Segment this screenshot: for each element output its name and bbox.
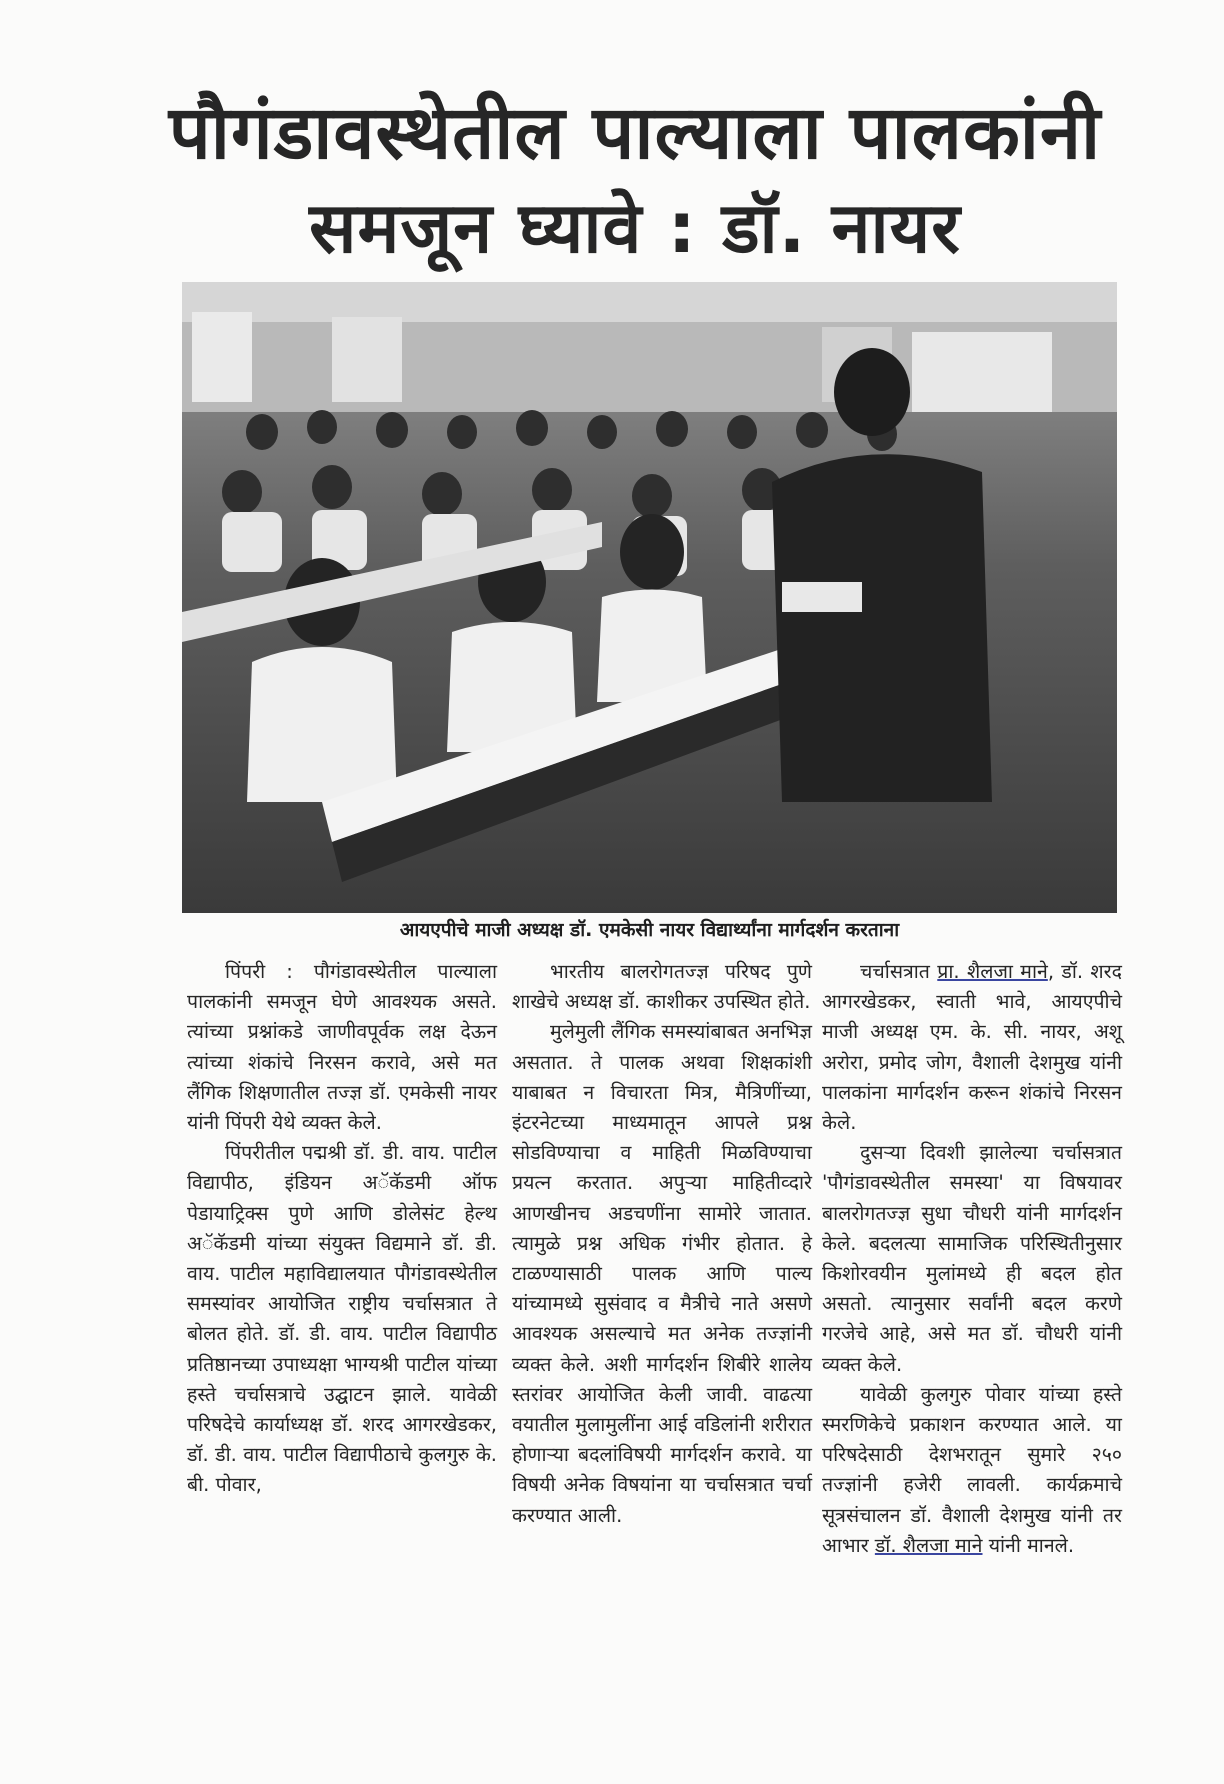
article-paragraph: [822, 957, 1122, 1138]
article-column-3: [822, 957, 1122, 1561]
news-photo: [182, 282, 1117, 913]
article-column-1: [187, 957, 497, 1501]
text-segment: , डॉ. शरद आगरखेडकर, स्वाती भावे, आयएपीचे माजी अध्यक्ष एम. के. सी. नायर, अशू अरोरा, प्रमोद जोग, वैशाली देशमुख यांनी पालकांना मार्गदर्शन करून शंकांचे निरसन केले.: [822, 960, 1122, 1135]
photo-caption: आयएपीचे माजी अध्यक्ष डॉ. एमकेसी नायर विद्यार्थ्यांना मार्गदर्शन करताना: [399, 919, 900, 941]
article-paragraph: दुसऱ्या दिवशी झालेल्या चर्चासत्रात 'पौगंडावस्थेतील समस्या' या विषयावर बालरोगतज्ज्ञ सुधा चौधरी यांनी मार्गदर्शन केले. बदलत्या सामाजिक परिस्थितीनुसार किशोरवयीन मुलांमध्ये ही बदल होत असतो. त्यानुसार सर्वांनी बदल करणे गरजेचे आहे, असे मत डॉ. चौधरी यांनी व्यक्त केले.: [822, 1141, 1122, 1376]
article-paragraph: पिंपरी : पौगंडावस्थेतील पाल्याला पालकांनी समजून घेणे आवश्यक असते. त्यांच्या प्रश्नांकडे जाणीवपूर्वक लक्ष देऊन त्यांच्या शंकांचे निरसन करावे, असे मत लैंगिक शिक्षणातील तज्ज्ञ डॉ. एमकेसी नायर यांनी पिंपरी येथे व्यक्त केले.: [187, 960, 497, 1135]
article-paragraph: मुलेमुली लैंगिक समस्यांबाबत अनभिज्ञ असतात. ते पालक अथवा शिक्षकांशी याबाबत न विचारता मित्र, मैत्रिणींच्या, इंटरनेटच्या माध्यमातून आपले प्रश्न सोडविण्याचा व माहिती मिळविण्याचा प्रयत्न करतात. अपुऱ्या माहितीव्दारे आणखीनच अडचणींना सामोरे जातात. त्यामुळे प्रश्न अधिक गंभीर होतात. हे टाळण्यासाठी पालक आणि पाल्य यांच्यामध्ये सुसंवाद व मैत्रीचे नाते असणे आवश्यक असल्याचे मत अनेक तज्ज्ञांनी व्यक्त केले. अशी मार्गदर्शन शिबीरे शालेय स्तरांवर आयोजित केली जावी. वाढत्या वयातील मुलामुलींना आई वडिलांनी शरीरात होणाऱ्या बदलांविषयी मार्गदर्शन करावे. या विषयी अनेक विषयांना या चर्चासत्रात चर्चा करण्यात आली.: [512, 1020, 812, 1527]
headline-line-2: समजून घ्यावे : डॉ. नायर: [309, 187, 961, 269]
text-segment: यावेळी कुलगुरु पोवार यांच्या हस्ते स्मरणिकेचे प्रकाशन करण्यात आले. या परिषदेसाठी देशभरातून सुमारे २५० तज्ज्ञांनी हजेरी लावली. कार्यक्रमाचे सूत्रसंचालन डॉ. वैशाली देशमुख यांनी तर आभार: [822, 1382, 1122, 1557]
article-paragraph: [822, 1380, 1122, 1561]
text-segment: चर्चासत्रात: [860, 960, 938, 983]
article-paragraph: भारतीय बालरोगतज्ज्ञ परिषद पुणे शाखेचे अध्यक्ष डॉ. काशीकर उपस्थित होते.: [512, 960, 812, 1014]
headline-line-1: पौगंडावस्थेतील पाल्याला पालकांनी: [168, 90, 1102, 176]
underlined-name: प्रा. शैलजा माने: [937, 960, 1048, 983]
classroom-photo-illustration: [182, 282, 1117, 913]
article-column-2: [512, 957, 812, 1531]
text-segment: यांनी मानले.: [982, 1533, 1075, 1557]
underlined-name: डॉ. शैलजा माने: [874, 1533, 983, 1557]
article-paragraph: पिंपरीतील पद्मश्री डॉ. डी. वाय. पाटील विद्यापीठ, इंडियन अॅकॅडमी ऑफ पेडायाट्रिक्स पुणे आणि डोलेसंट हेल्थ अॅकॅडमी यांच्या संयुक्त विद्यमाने डॉ. डी. वाय. पाटील महाविद्यालयात पौगंडावस्थेतील समस्यांवर आयोजित राष्ट्रीय चर्चासत्रात ते बोलत होते. डॉ. डी. वाय. पाटील विद्यापीठ प्रतिष्ठानच्या उपाध्यक्षा भाग्यश्री पाटील यांच्या हस्ते चर्चासत्राचे उद्घाटन झाले. यावेळी परिषदेचे कार्याध्यक्ष डॉ. शरद आगरखेडकर, डॉ. डी. वाय. पाटील विद्यापीठाचे कुलगुरु के. बी. पोवार,: [187, 1141, 497, 1497]
